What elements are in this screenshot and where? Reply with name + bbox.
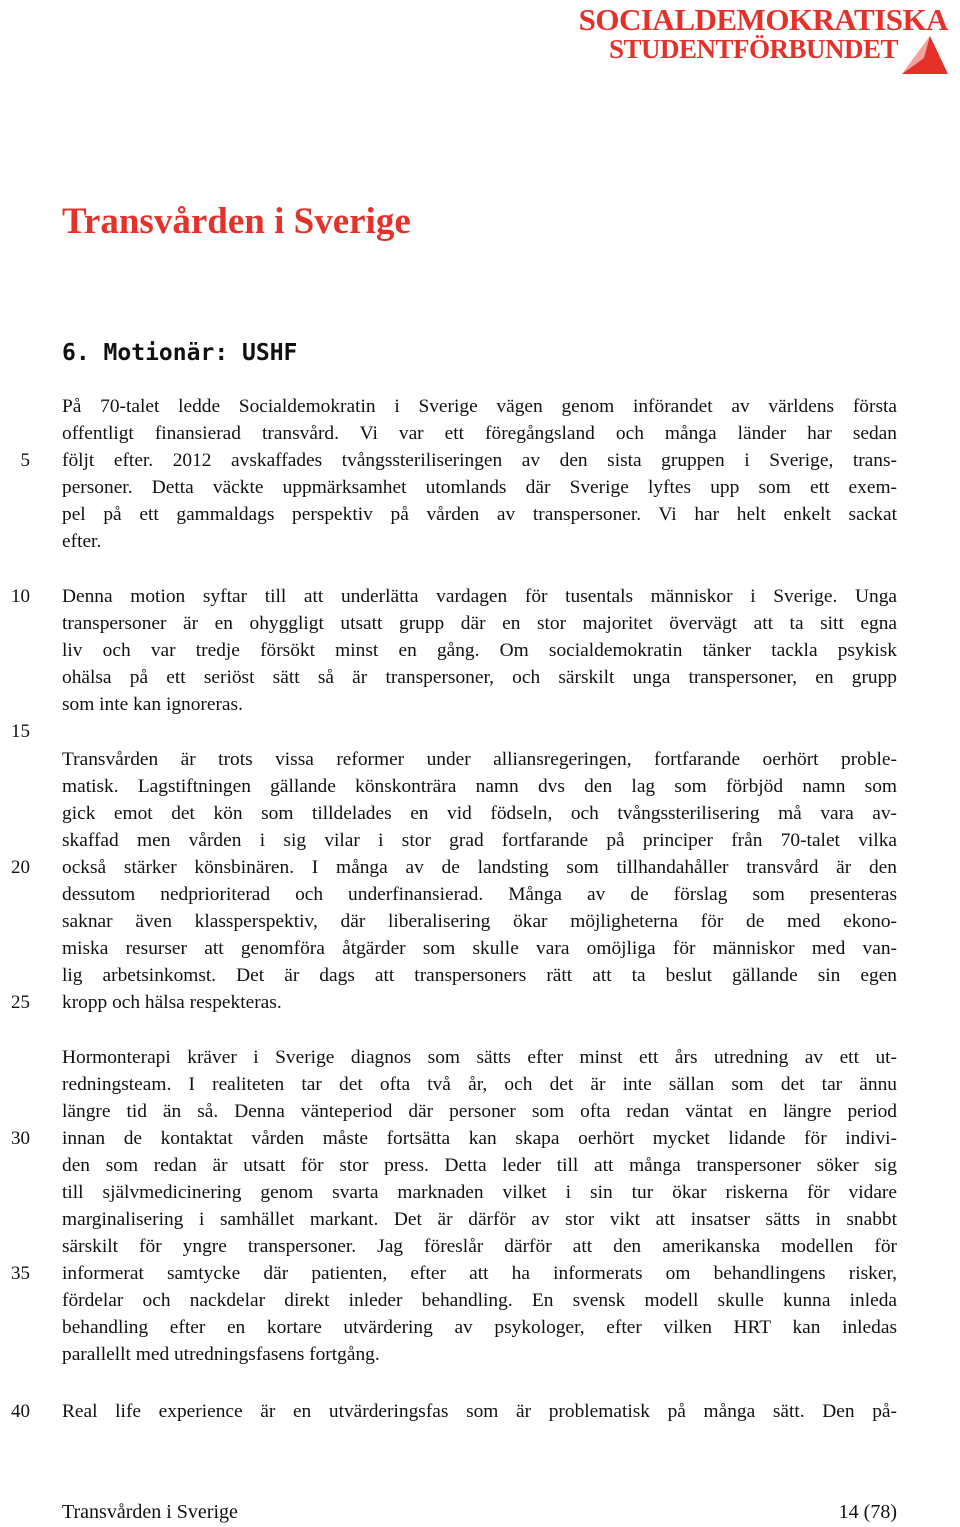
body-line: matisk. Lagstiftningen gällande könskonträra namn dvs den lag som förbjöd namn som <box>62 776 897 797</box>
body-line: Transvården är trots vissa reformer under alliansregeringen, fortfarande oerhört proble- <box>62 749 897 770</box>
document-title: Transvården i Sverige <box>62 201 411 242</box>
line-number: 40 <box>11 1401 30 1422</box>
footer-document-title: Transvården i Sverige <box>62 1501 238 1523</box>
body-line: den som redan är utsatt för stor press. Detta leder till att många transpersoner söker sig <box>62 1155 897 1176</box>
body-line: liv och var tredje försökt minst en gång. Om socialdemokratin tänker tackla psykisk <box>62 640 897 661</box>
red-triangle-arrow-icon <box>900 32 950 76</box>
body-line: kropp och hälsa respekteras. <box>62 992 282 1013</box>
body-line: pel på ett gammaldags perspektiv på vården av transpersoner. Vi har helt enkelt sackat <box>62 504 897 525</box>
body-line: På 70-talet ledde Socialdemokratin i Sverige vägen genom införandet av världens första <box>62 396 897 417</box>
body-line: offentligt finansierad transvård. Vi var ett föregångsland och många länder har sedan <box>62 423 897 444</box>
line-number: 30 <box>11 1128 30 1149</box>
body-line: Hormonterapi kräver i Sverige diagnos som sätts efter minst ett års utredning av ett ut- <box>62 1047 897 1068</box>
body-line: innan de kontaktat vården måste fortsätta kan skapa oerhört mycket lidande för indivi- <box>62 1128 897 1149</box>
line-number: 20 <box>11 857 30 878</box>
line-number: 15 <box>11 721 30 742</box>
body-line: miska resurser att genomföra åtgärder som skulle vara omöjliga för människor med van- <box>62 938 897 959</box>
body-line: parallellt med utredningsfasens fortgång. <box>62 1344 380 1365</box>
body-line: också stärker könsbinären. I många av de landsting som tillhandahåller transvård är den <box>62 857 897 878</box>
body-line: dessutom nedprioriterad och underfinansierad. Många av de förslag som presenteras <box>62 884 897 905</box>
body-line: saknar även klassperspektiv, där liberalisering ökar möjligheterna för de med ekono- <box>62 911 897 932</box>
org-name-line2: STUDENTFÖRBUNDET <box>608 34 898 64</box>
line-number: 5 <box>20 450 30 471</box>
body-line: längre tid än så. Denna vänteperiod där personer som ofta redan väntat en längre period <box>62 1101 897 1122</box>
line-number: 25 <box>11 992 30 1013</box>
body-line: personer. Detta väckte uppmärksamhet utomlands där Sverige lyftes upp som ett exem- <box>62 477 897 498</box>
body-line: lig arbetsinkomst. Det är dags att transpersoners rätt att ta beslut gällande sin egen <box>62 965 897 986</box>
page-number: 14 (78) <box>838 1501 897 1523</box>
motion-heading: 6. Motionär: USHF <box>62 340 298 366</box>
body-line: gick emot det kön som tilldelades en vid födseln, och tvångssterilisering må vara av- <box>62 803 897 824</box>
body-line: behandling efter en kortare utvärdering av psykologer, efter vilken HRT kan inledas <box>62 1317 897 1338</box>
body-line: skaffad men vården i sig vilar i stor grad fortfarande på principer från 70-talet vilka <box>62 830 897 851</box>
body-line: informerat samtycke där patienten, efter att ha informerats om behandlingens risker, <box>62 1263 897 1284</box>
body-line: Denna motion syftar till att underlätta vardagen för tusentals människor i Sverige. Unga <box>62 586 897 607</box>
body-line: följt efter. 2012 avskaffades tvångssteriliseringen av den sista gruppen i Sverige, trans- <box>62 450 897 471</box>
line-number: 10 <box>11 586 30 607</box>
body-line: som inte kan ignoreras. <box>62 694 243 715</box>
body-line: transpersoner är en ohyggligt utsatt grupp där en stor majoritet övervägt att ta sitt egna <box>62 613 897 634</box>
body-line: efter. <box>62 531 102 552</box>
body-line: fördelar och nackdelar direkt inleder behandling. En svensk modell skulle kunna inleda <box>62 1290 897 1311</box>
body-line: marginalisering i samhället markant. Det är därför av stor vikt att insatser sätts in snabbt <box>62 1209 897 1230</box>
body-line: särskilt för yngre transpersoner. Jag föreslår därför att den amerikanska modellen för <box>62 1236 897 1257</box>
body-line: till självmedicinering genom svarta marknaden vilket i sin tur ökar riskerna för vidare <box>62 1182 897 1203</box>
body-line: Real life experience är en utvärderingsfas som är problematisk på många sätt. Den på- <box>62 1401 897 1422</box>
org-name-line1: SOCIALDEMOKRATISKA <box>578 2 948 37</box>
line-number: 35 <box>11 1263 30 1284</box>
org-logo <box>494 2 954 78</box>
body-line: redningsteam. I realiteten tar det ofta två år, och det är inte sällan som det tar ännu <box>62 1074 897 1095</box>
body-line: ohälsa på ett seriöst sätt så är transpersoner, och särskilt unga transpersoner, en grupp <box>62 667 897 688</box>
